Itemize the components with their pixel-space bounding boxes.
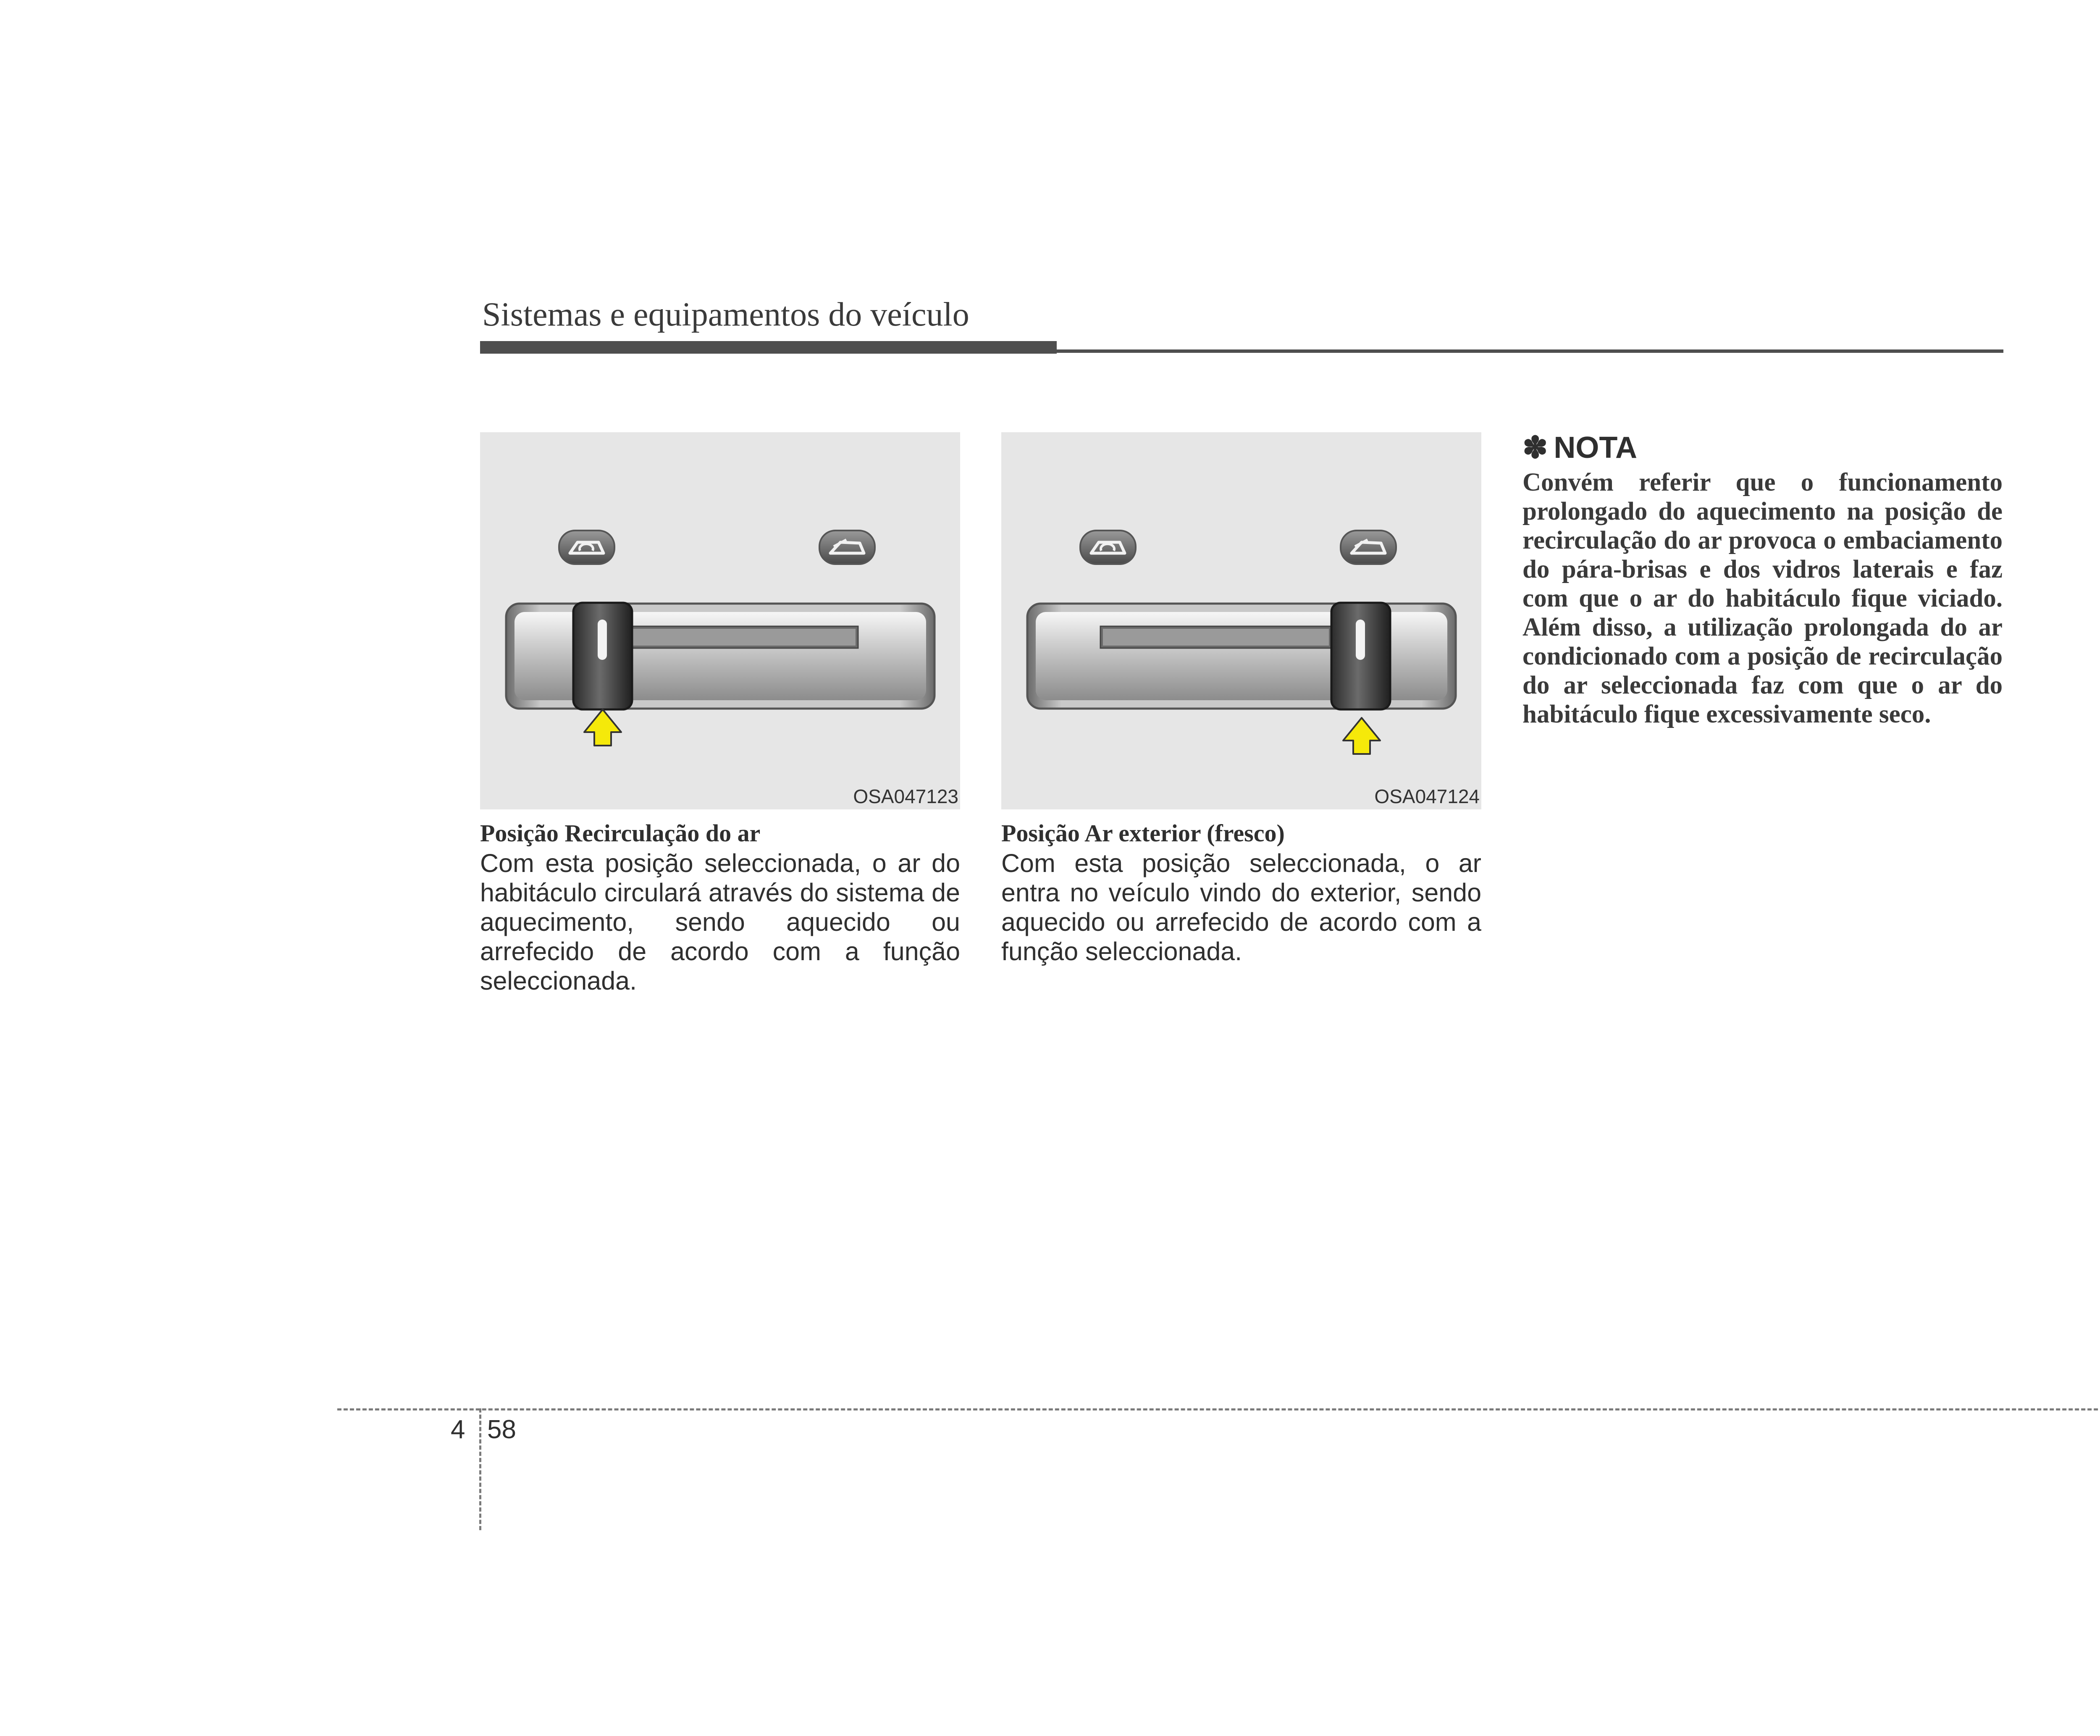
- fresh-air-icon: [819, 531, 875, 564]
- header-rule-thin: [1057, 349, 2003, 353]
- section-recirculation: [480, 818, 960, 995]
- slider-knob: [1331, 603, 1390, 709]
- slider-illustration-fresh-air: [1001, 432, 1481, 809]
- footer-rule: [337, 1408, 2100, 1410]
- note-title: NOTA: [1554, 431, 1637, 465]
- up-arrow-icon: [584, 709, 621, 746]
- slider-knob: [573, 603, 632, 709]
- fresh-air-icon: [1341, 531, 1396, 564]
- section-fresh-air: [1001, 818, 1481, 966]
- note-body: Convém referir que o funcionamento prolongado do aquecimento na posição de recirculação do ar provoca o embaciamento do pára-brisas e dos vidros laterais e faz com que o ar do habitáculo fique viciado. Além disso, a utilização prolongada do ar condicionado com a posição de recirculação do ar seleccionada faz com que o ar do habitáculo fique excessivamente seco.: [1522, 468, 2003, 728]
- note-heading: [1522, 428, 2003, 468]
- page-header-title: Sistemas e equipamentos do veículo: [482, 296, 969, 333]
- page-number: 58: [487, 1415, 516, 1444]
- recirculation-icon: [559, 531, 614, 564]
- section-heading: Posição Recirculação do ar: [480, 819, 761, 847]
- section-body: Com esta posição seleccionada, o ar do habitáculo circulará através do sistema de aquecimento, sendo aquecido ou arrefecido de acordo com a função seleccionada.: [480, 849, 960, 995]
- note-symbol: ✽: [1522, 431, 1548, 465]
- slider-illustration-recirculation: [480, 432, 960, 809]
- figure-code: OSA047124: [1374, 785, 1480, 807]
- section-body: Com esta posição seleccionada, o ar entra no veículo vindo do exterior, sendo aquecido ou arrefecido de acordo com a função seleccionada.: [1001, 849, 1481, 966]
- figure-code: OSA047123: [853, 785, 958, 807]
- note-box: [1522, 428, 2003, 729]
- up-arrow-icon: [1343, 718, 1380, 754]
- footer-divider: [479, 1408, 481, 1530]
- figure-fresh-air: [1001, 432, 1481, 809]
- recirculation-icon: [1080, 531, 1136, 564]
- figure-recirculation: [480, 432, 960, 809]
- section-heading: Posição Ar exterior (fresco): [1001, 819, 1285, 847]
- header-rule-thick: [480, 341, 1057, 354]
- chapter-number: 4: [451, 1415, 465, 1444]
